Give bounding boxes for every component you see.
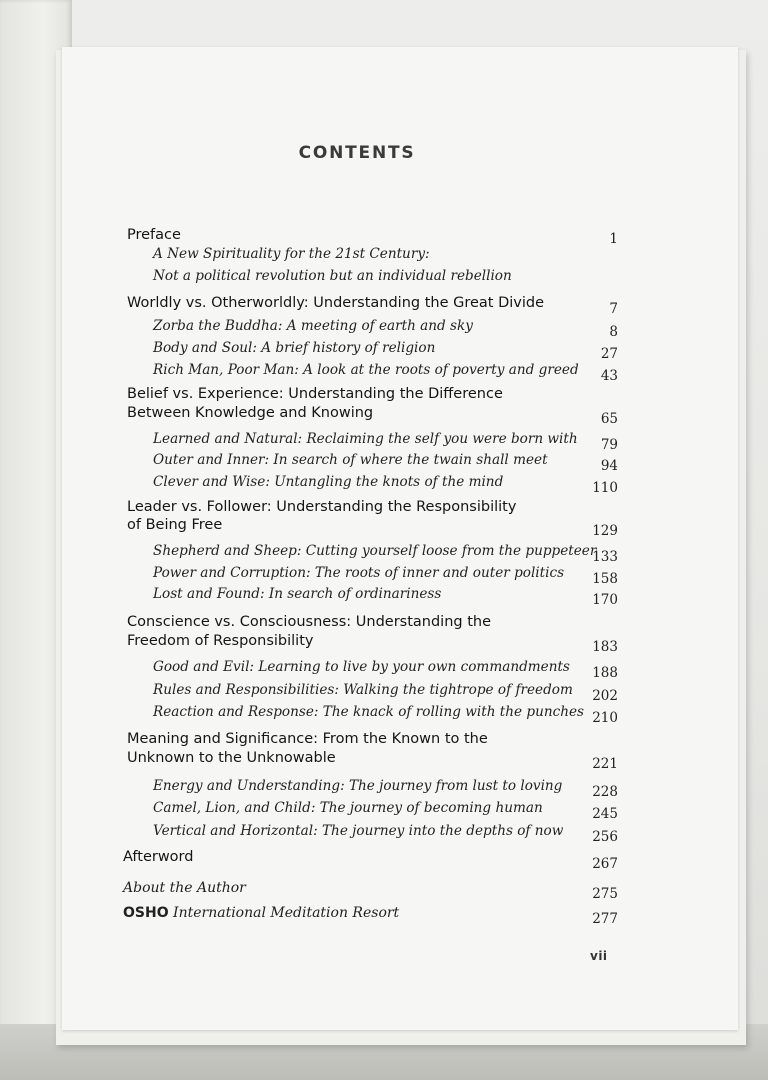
toc-subentry bbox=[153, 540, 596, 559]
toc-title: of Being Free bbox=[127, 517, 223, 533]
toc-title: Conscience vs. Consciousness: Understanding the bbox=[127, 614, 492, 630]
toc-title: Good and Evil: Learning to live by your own commandments bbox=[153, 659, 570, 675]
toc-page-number: 267 bbox=[592, 856, 618, 872]
page-folio: vii bbox=[590, 949, 608, 963]
toc-entry bbox=[127, 630, 313, 649]
toc-page-number: 202 bbox=[592, 688, 618, 704]
toc-title: Between Knowledge and Knowing bbox=[127, 405, 374, 421]
toc-page-number: 277 bbox=[592, 911, 618, 927]
toc-subentry bbox=[153, 337, 435, 356]
osho-wordmark: OSHO bbox=[123, 905, 169, 921]
toc-page-number: 170 bbox=[592, 592, 618, 608]
contents-page bbox=[62, 47, 738, 1030]
toc-page-number: 7 bbox=[609, 301, 618, 317]
toc-entry bbox=[127, 496, 516, 515]
toc-title: Meaning and Significance: From the Known to the bbox=[127, 731, 488, 747]
toc-subentry bbox=[153, 656, 570, 675]
toc-subentry bbox=[153, 583, 441, 602]
toc-subentry bbox=[153, 243, 430, 262]
toc-page-number: 110 bbox=[592, 480, 618, 496]
toc-page-number: 43 bbox=[600, 368, 618, 384]
toc-title: Clever and Wise: Untangling the knots of the mind bbox=[153, 474, 504, 490]
toc-page-number: 228 bbox=[592, 784, 618, 800]
toc-title: Afterword bbox=[123, 849, 194, 865]
toc-entry bbox=[127, 728, 488, 747]
toc-page-number: 275 bbox=[592, 886, 618, 902]
toc-title: Freedom of Responsibility bbox=[127, 633, 314, 649]
toc-title: Rules and Responsibilities: Walking the tightrope of freedom bbox=[153, 682, 573, 698]
toc-page-number: 79 bbox=[600, 437, 618, 453]
toc-page-number: 8 bbox=[609, 324, 618, 340]
toc-entry bbox=[123, 877, 246, 896]
toc-title: Learned and Natural: Reclaiming the self you were born with bbox=[153, 431, 578, 447]
toc-page-number: 94 bbox=[600, 458, 618, 474]
toc-subentry bbox=[153, 471, 503, 490]
toc-page-number: 210 bbox=[592, 710, 618, 726]
toc-title bbox=[123, 905, 399, 921]
toc-page-number: 256 bbox=[592, 829, 618, 845]
toc-page-number: 188 bbox=[592, 665, 618, 681]
toc-page-number: 133 bbox=[592, 549, 618, 565]
toc-subentry bbox=[153, 359, 579, 378]
toc-title: Unknown to the Unknowable bbox=[127, 750, 336, 766]
page-title: CONTENTS bbox=[298, 143, 416, 163]
toc-page-number: 158 bbox=[592, 571, 618, 587]
toc-title: A New Spirituality for the 21st Century: bbox=[153, 246, 430, 262]
toc-title: Worldly vs. Otherworldly: Understanding the Great Divide bbox=[127, 295, 545, 311]
toc-title: Not a political revolution but an individual rebellion bbox=[153, 268, 512, 284]
toc-title: Reaction and Response: The knack of rolling with the punches bbox=[153, 704, 584, 720]
toc-page-number: 129 bbox=[592, 523, 618, 539]
toc-entry bbox=[123, 902, 399, 921]
toc-title: Power and Corruption: The roots of inner and outer politics bbox=[153, 565, 565, 581]
toc-title: About the Author bbox=[123, 880, 246, 896]
toc-title-rest: International Meditation Resort bbox=[168, 905, 400, 921]
toc-title: Vertical and Horizontal: The journey into the depths of now bbox=[153, 823, 564, 839]
toc-subentry bbox=[153, 820, 563, 839]
toc-title: Belief vs. Experience: Understanding the Difference bbox=[127, 386, 503, 402]
toc-title: Zorba the Buddha: A meeting of earth and sky bbox=[153, 318, 473, 334]
toc-title: Rich Man, Poor Man: A look at the roots of poverty and greed bbox=[153, 362, 579, 378]
toc-title: Body and Soul: A brief history of religion bbox=[153, 340, 436, 356]
toc-page-number: 245 bbox=[592, 806, 618, 822]
toc-title: Lost and Found: In search of ordinariness bbox=[153, 586, 442, 602]
toc-subentry bbox=[153, 775, 562, 794]
toc-subentry bbox=[153, 449, 548, 468]
toc-subentry bbox=[153, 701, 584, 720]
toc-subentry bbox=[153, 797, 543, 816]
toc-entry bbox=[127, 292, 544, 311]
toc-title: Energy and Understanding: The journey from lust to loving bbox=[153, 778, 563, 794]
toc-subentry bbox=[153, 562, 564, 581]
toc-title: Leader vs. Follower: Understanding the Responsibility bbox=[127, 499, 517, 515]
toc-title: Outer and Inner: In search of where the twain shall meet bbox=[153, 452, 548, 468]
toc-page-number: 65 bbox=[600, 411, 618, 427]
toc-subentry bbox=[153, 315, 473, 334]
toc-subentry bbox=[153, 679, 573, 698]
toc-page-number: 221 bbox=[592, 756, 618, 772]
toc-title: Camel, Lion, and Child: The journey of becoming human bbox=[153, 800, 543, 816]
toc-entry bbox=[127, 402, 373, 421]
toc-entry bbox=[127, 747, 336, 766]
toc-entry bbox=[127, 611, 491, 630]
toc-page-number: 27 bbox=[600, 346, 618, 362]
toc-title: Shepherd and Sheep: Cutting yourself loose from the puppeteer bbox=[153, 543, 597, 559]
toc-entry bbox=[127, 224, 181, 243]
toc-page-number: 1 bbox=[609, 231, 618, 247]
toc-entry bbox=[127, 514, 222, 533]
toc-entry bbox=[127, 383, 503, 402]
toc-page-number: 183 bbox=[592, 639, 618, 655]
table-of-contents bbox=[62, 47, 738, 1030]
toc-subentry bbox=[153, 428, 578, 447]
toc-entry bbox=[123, 846, 193, 865]
toc-title: Preface bbox=[127, 227, 181, 243]
toc-subentry bbox=[153, 265, 512, 284]
